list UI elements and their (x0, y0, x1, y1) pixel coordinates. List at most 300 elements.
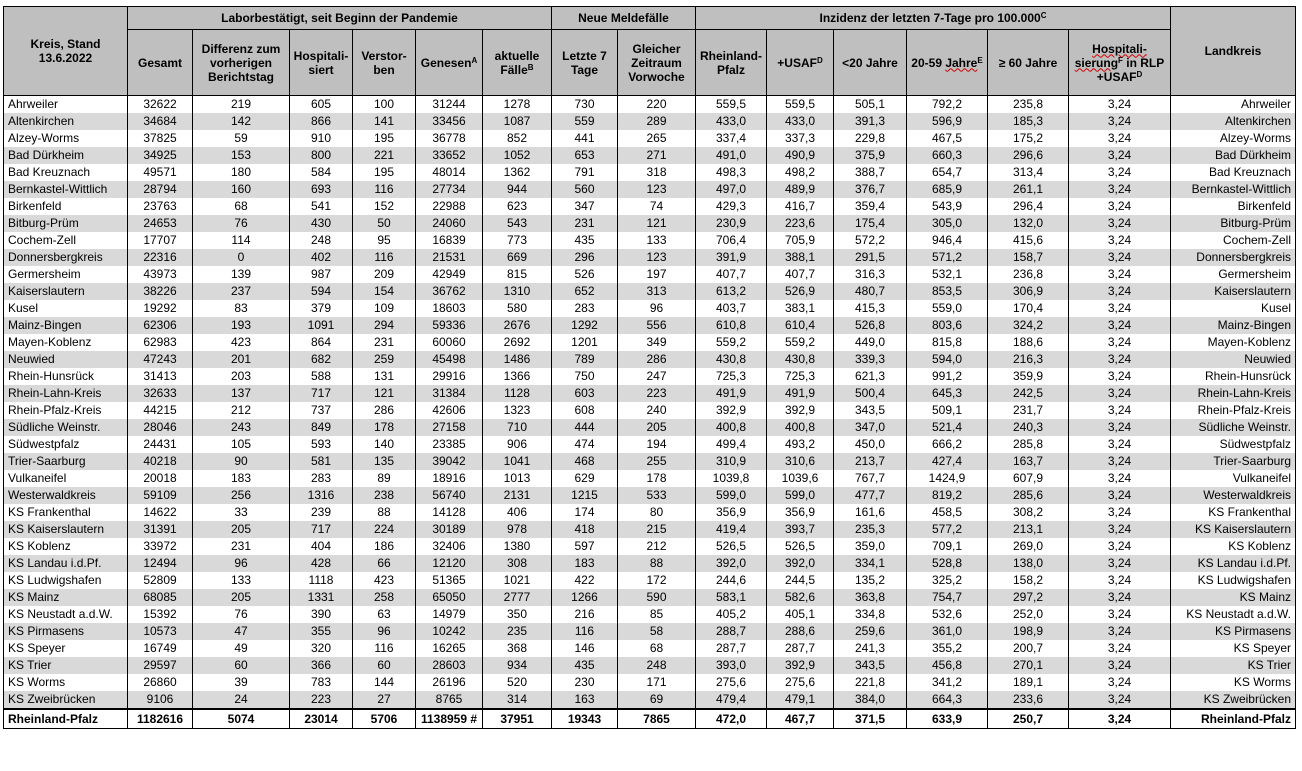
cell-inzidenz-rlp: 405,2 (696, 606, 767, 623)
cell-inzidenz-20-59: 543,9 (907, 198, 988, 215)
cell-landkreis: KS Neustadt a.d.W. (1171, 606, 1296, 623)
cell-differenz: 237 (193, 283, 290, 300)
cell-aktuelle-faelle: 1021 (483, 572, 552, 589)
cell-inzidenz-rlp: 275,6 (696, 674, 767, 691)
cell-verstorben: 221 (353, 147, 416, 164)
cell-genesen: 39042 (416, 453, 483, 470)
cell-kreis: KS Ludwigshafen (4, 572, 128, 589)
cell-differenz: 243 (193, 419, 290, 436)
cell-letzte-7-tage: 629 (552, 470, 618, 487)
cell-hospitalisiert: 223 (290, 691, 353, 709)
covid-statistics-table (3, 6, 1296, 729)
cell-differenz: 90 (193, 453, 290, 470)
cell-differenz: 105 (193, 436, 290, 453)
cell-hospitalisierung-rlp-usaf: 3,24 (1069, 453, 1171, 470)
cell-inzidenz-unter-20: 767,7 (834, 470, 907, 487)
header-label: 20-59 Jahre (911, 55, 978, 70)
cell-kreis: Rhein-Pfalz-Kreis (4, 402, 128, 419)
cell-hospitalisierung-rlp-usaf: 3,24 (1069, 504, 1171, 521)
cell-genesen: 30189 (416, 521, 483, 538)
cell-inzidenz-20-59: 458,5 (907, 504, 988, 521)
cell-hospitalisiert: 1091 (290, 317, 353, 334)
cell-inzidenz-ueber-60: 235,8 (988, 96, 1069, 114)
cell-genesen: 51365 (416, 572, 483, 589)
header-genesen (416, 30, 483, 96)
cell-kreis: Neuwied (4, 351, 128, 368)
cell-kreis: Rhein-Hunsrück (4, 368, 128, 385)
header-inzidenz-20-59 (907, 30, 988, 96)
cell-kreis: Ahrweiler (4, 96, 128, 114)
cell-kreis: Südliche Weinstr. (4, 419, 128, 436)
header-label: Rheinland-Pfalz (700, 48, 762, 77)
cell-inzidenz-20-59: 645,3 (907, 385, 988, 402)
cell-inzidenz-usaf: 223,6 (767, 215, 834, 232)
cell-verstorben: 116 (353, 640, 416, 657)
cell-letzte-7-tage: 791 (552, 164, 618, 181)
cell-kreis: KS Worms (4, 674, 128, 691)
cell-inzidenz-unter-20: 500,4 (834, 385, 907, 402)
cell-inzidenz-rlp: 497,0 (696, 181, 767, 198)
cell-gleicher-zeitraum-vorwoche: 240 (618, 402, 696, 419)
cell-verstorben: 63 (353, 606, 416, 623)
table-row (4, 266, 1296, 283)
cell-differenz: 96 (193, 555, 290, 572)
cell-inzidenz-usaf: 582,6 (767, 589, 834, 606)
cell-hospitalisiert: 1331 (290, 589, 353, 606)
cell-verstorben: 258 (353, 589, 416, 606)
cell-letzte-7-tage: 468 (552, 453, 618, 470)
table-row (4, 657, 1296, 674)
cell-inzidenz-unter-20: 339,3 (834, 351, 907, 368)
table-row (4, 691, 1296, 709)
header-label: ≥ 60 Jahre (998, 55, 1058, 70)
cell-letzte-7-tage: 116 (552, 623, 618, 640)
cell-letzte-7-tage: 1201 (552, 334, 618, 351)
cell-genesen: 29916 (416, 368, 483, 385)
header-hospitalisiert (290, 30, 353, 96)
cell-aktuelle-faelle: 623 (483, 198, 552, 215)
cell-gleicher-zeitraum-vorwoche: 58 (618, 623, 696, 640)
cell-differenz: 76 (193, 606, 290, 623)
cell-gleicher-zeitraum-vorwoche: 289 (618, 113, 696, 130)
cell-aktuelle-faelle: 1366 (483, 368, 552, 385)
cell-genesen: 42949 (416, 266, 483, 283)
cell-inzidenz-usaf: 705,9 (767, 232, 834, 249)
cell-gleicher-zeitraum-vorwoche: 556 (618, 317, 696, 334)
cell-verstorben: 116 (353, 181, 416, 198)
cell-inzidenz-20-59: 467,5 (907, 130, 988, 147)
cell-inzidenz-ueber-60: 250,7 (988, 709, 1069, 729)
cell-aktuelle-faelle: 2131 (483, 487, 552, 504)
cell-gesamt: 24431 (128, 436, 193, 453)
cell-landkreis: Mainz-Bingen (1171, 317, 1296, 334)
cell-differenz: 212 (193, 402, 290, 419)
cell-hospitalisiert: 404 (290, 538, 353, 555)
cell-genesen: 60060 (416, 334, 483, 351)
cell-kreis: KS Pirmasens (4, 623, 128, 640)
cell-inzidenz-rlp: 429,3 (696, 198, 767, 215)
cell-gleicher-zeitraum-vorwoche: 121 (618, 215, 696, 232)
header-letzte-7-tage (552, 30, 618, 96)
cell-hospitalisiert: 23014 (290, 709, 353, 729)
table-row (4, 453, 1296, 470)
cell-inzidenz-unter-20: 359,0 (834, 538, 907, 555)
cell-inzidenz-20-59: 528,8 (907, 555, 988, 572)
cell-inzidenz-unter-20: 477,7 (834, 487, 907, 504)
cell-hospitalisierung-rlp-usaf: 3,24 (1069, 249, 1171, 266)
cell-gesamt: 62983 (128, 334, 193, 351)
header-aktuelle-faelle (483, 30, 552, 96)
table-row (4, 283, 1296, 300)
cell-hospitalisierung-rlp-usaf: 3,24 (1069, 368, 1171, 385)
cell-aktuelle-faelle: 978 (483, 521, 552, 538)
cell-verstorben: 195 (353, 130, 416, 147)
cell-inzidenz-unter-20: 334,8 (834, 606, 907, 623)
cell-inzidenz-ueber-60: 308,2 (988, 504, 1069, 521)
cell-inzidenz-usaf: 489,9 (767, 181, 834, 198)
cell-inzidenz-unter-20: 229,8 (834, 130, 907, 147)
cell-kreis: Kusel (4, 300, 128, 317)
cell-gleicher-zeitraum-vorwoche: 88 (618, 555, 696, 572)
cell-differenz: 114 (193, 232, 290, 249)
cell-letzte-7-tage: 603 (552, 385, 618, 402)
cell-inzidenz-20-59: 946,4 (907, 232, 988, 249)
cell-differenz: 180 (193, 164, 290, 181)
cell-gleicher-zeitraum-vorwoche: 313 (618, 283, 696, 300)
cell-gesamt: 52809 (128, 572, 193, 589)
cell-inzidenz-20-59: 325,2 (907, 572, 988, 589)
cell-inzidenz-usaf: 288,6 (767, 623, 834, 640)
cell-hospitalisiert: 1316 (290, 487, 353, 504)
cell-hospitalisierung-rlp-usaf: 3,24 (1069, 674, 1171, 691)
cell-hospitalisiert: 717 (290, 385, 353, 402)
cell-letzte-7-tage: 608 (552, 402, 618, 419)
header-group-inzidenz (696, 7, 1171, 30)
table-row (4, 419, 1296, 436)
footnote-marker: F (1118, 55, 1123, 65)
cell-hospitalisiert: 605 (290, 96, 353, 114)
cell-inzidenz-rlp: 491,0 (696, 147, 767, 164)
cell-letzte-7-tage: 216 (552, 606, 618, 623)
cell-inzidenz-unter-20: 391,3 (834, 113, 907, 130)
cell-gesamt: 34925 (128, 147, 193, 164)
cell-inzidenz-usaf: 1039,6 (767, 470, 834, 487)
cell-inzidenz-20-59: 709,1 (907, 538, 988, 555)
cell-kreis: Trier-Saarburg (4, 453, 128, 470)
cell-hospitalisiert: 910 (290, 130, 353, 147)
cell-inzidenz-usaf: 356,9 (767, 504, 834, 521)
cell-kreis: Vulkaneifel (4, 470, 128, 487)
cell-verstorben: 144 (353, 674, 416, 691)
cell-landkreis: Ahrweiler (1171, 96, 1296, 114)
cell-kreis: Germersheim (4, 266, 128, 283)
cell-inzidenz-ueber-60: 170,4 (988, 300, 1069, 317)
cell-letzte-7-tage: 653 (552, 147, 618, 164)
cell-inzidenz-unter-20: 241,3 (834, 640, 907, 657)
table-row (4, 623, 1296, 640)
cell-kreis: Bad Dürkheim (4, 147, 128, 164)
cell-verstorben: 195 (353, 164, 416, 181)
cell-aktuelle-faelle: 1380 (483, 538, 552, 555)
cell-verstorben: 27 (353, 691, 416, 709)
cell-inzidenz-usaf: 467,7 (767, 709, 834, 729)
cell-landkreis: KS Ludwigshafen (1171, 572, 1296, 589)
header-group-inzidenz-label: Inzidenz der letzten 7-Tage pro 100.000 (819, 11, 1041, 25)
cell-aktuelle-faelle: 308 (483, 555, 552, 572)
cell-gesamt: 59109 (128, 487, 193, 504)
header-label: Verstor-ben (361, 48, 407, 77)
cell-gleicher-zeitraum-vorwoche: 349 (618, 334, 696, 351)
table-row (4, 504, 1296, 521)
cell-inzidenz-unter-20: 316,3 (834, 266, 907, 283)
cell-landkreis: Neuwied (1171, 351, 1296, 368)
cell-inzidenz-20-59: 803,6 (907, 317, 988, 334)
cell-inzidenz-20-59: 594,0 (907, 351, 988, 368)
cell-letzte-7-tage: 789 (552, 351, 618, 368)
cell-landkreis: Rhein-Hunsrück (1171, 368, 1296, 385)
cell-aktuelle-faelle: 1041 (483, 453, 552, 470)
cell-gleicher-zeitraum-vorwoche: 197 (618, 266, 696, 283)
cell-letzte-7-tage: 474 (552, 436, 618, 453)
cell-landkreis: Birkenfeld (1171, 198, 1296, 215)
footnote-marker: E (977, 55, 983, 65)
cell-hospitalisierung-rlp-usaf: 3,24 (1069, 436, 1171, 453)
cell-gesamt: 1182616 (128, 709, 193, 729)
cell-inzidenz-20-59: 853,5 (907, 283, 988, 300)
cell-inzidenz-usaf: 388,1 (767, 249, 834, 266)
cell-differenz: 183 (193, 470, 290, 487)
cell-inzidenz-rlp: 430,8 (696, 351, 767, 368)
cell-inzidenz-ueber-60: 324,2 (988, 317, 1069, 334)
cell-inzidenz-usaf: 493,2 (767, 436, 834, 453)
cell-hospitalisiert: 320 (290, 640, 353, 657)
cell-inzidenz-usaf: 559,5 (767, 96, 834, 114)
header-gesamt (128, 30, 193, 96)
table-row (4, 674, 1296, 691)
cell-inzidenz-usaf: 416,7 (767, 198, 834, 215)
table-row (4, 300, 1296, 317)
cell-verstorben: 152 (353, 198, 416, 215)
subheader-row (4, 30, 1296, 96)
cell-letzte-7-tage: 750 (552, 368, 618, 385)
cell-hospitalisiert: 693 (290, 181, 353, 198)
cell-landkreis: Altenkirchen (1171, 113, 1296, 130)
cell-inzidenz-unter-20: 384,0 (834, 691, 907, 709)
table-row (4, 572, 1296, 589)
cell-aktuelle-faelle: 1486 (483, 351, 552, 368)
cell-gesamt: 38226 (128, 283, 193, 300)
cell-inzidenz-rlp: 559,2 (696, 334, 767, 351)
cell-letzte-7-tage: 560 (552, 181, 618, 198)
header-group-neue-meldefaelle: Neue Meldefälle (552, 7, 696, 30)
cell-inzidenz-20-59: 355,2 (907, 640, 988, 657)
cell-letzte-7-tage: 347 (552, 198, 618, 215)
cell-inzidenz-unter-20: 388,7 (834, 164, 907, 181)
cell-inzidenz-unter-20: 621,3 (834, 368, 907, 385)
cell-hospitalisierung-rlp-usaf: 3,24 (1069, 572, 1171, 589)
table-row (4, 402, 1296, 419)
header-hospitalisierung-rlp-usaf (1069, 30, 1171, 96)
cell-differenz: 153 (193, 147, 290, 164)
cell-letzte-7-tage: 174 (552, 504, 618, 521)
cell-aktuelle-faelle: 773 (483, 232, 552, 249)
cell-hospitalisierung-rlp-usaf: 3,24 (1069, 657, 1171, 674)
cell-differenz: 219 (193, 96, 290, 114)
table-row (4, 164, 1296, 181)
cell-gleicher-zeitraum-vorwoche: 286 (618, 351, 696, 368)
cell-inzidenz-usaf: 275,6 (767, 674, 834, 691)
cell-aktuelle-faelle: 944 (483, 181, 552, 198)
footnote-marker: D (816, 55, 823, 65)
cell-inzidenz-unter-20: 221,8 (834, 674, 907, 691)
cell-kreis: Cochem-Zell (4, 232, 128, 249)
cell-hospitalisiert: 283 (290, 470, 353, 487)
cell-verstorben: 66 (353, 555, 416, 572)
cell-differenz: 33 (193, 504, 290, 521)
cell-inzidenz-ueber-60: 359,9 (988, 368, 1069, 385)
cell-verstorben: 109 (353, 300, 416, 317)
cell-gleicher-zeitraum-vorwoche: 248 (618, 657, 696, 674)
cell-inzidenz-usaf: 725,3 (767, 368, 834, 385)
cell-gesamt: 10573 (128, 623, 193, 640)
cell-gleicher-zeitraum-vorwoche: 212 (618, 538, 696, 555)
cell-letzte-7-tage: 1215 (552, 487, 618, 504)
cell-letzte-7-tage: 422 (552, 572, 618, 589)
cell-inzidenz-usaf: 430,8 (767, 351, 834, 368)
cell-verstorben: 60 (353, 657, 416, 674)
cell-gleicher-zeitraum-vorwoche: 178 (618, 470, 696, 487)
cell-inzidenz-unter-20: 415,3 (834, 300, 907, 317)
cell-inzidenz-usaf: 526,5 (767, 538, 834, 555)
cell-inzidenz-ueber-60: 175,2 (988, 130, 1069, 147)
cell-inzidenz-unter-20: 450,0 (834, 436, 907, 453)
cell-verstorben: 178 (353, 419, 416, 436)
cell-inzidenz-unter-20: 359,4 (834, 198, 907, 215)
cell-inzidenz-20-59: 685,9 (907, 181, 988, 198)
cell-differenz: 24 (193, 691, 290, 709)
cell-inzidenz-rlp: 491,9 (696, 385, 767, 402)
cell-inzidenz-rlp: 403,7 (696, 300, 767, 317)
table-row (4, 130, 1296, 147)
cell-kreis: Birkenfeld (4, 198, 128, 215)
cell-landkreis: Alzey-Worms (1171, 130, 1296, 147)
cell-aktuelle-faelle: 1278 (483, 96, 552, 114)
cell-landkreis: KS Speyer (1171, 640, 1296, 657)
cell-genesen: 10242 (416, 623, 483, 640)
cell-inzidenz-20-59: 815,8 (907, 334, 988, 351)
cell-verstorben: 131 (353, 368, 416, 385)
cell-hospitalisiert: 737 (290, 402, 353, 419)
cell-verstorben: 50 (353, 215, 416, 232)
cell-genesen: 33652 (416, 147, 483, 164)
cell-aktuelle-faelle: 406 (483, 504, 552, 521)
cell-landkreis: KS Trier (1171, 657, 1296, 674)
header-inzidenz-rlp (696, 30, 767, 96)
cell-inzidenz-20-59: 305,0 (907, 215, 988, 232)
table-row (4, 368, 1296, 385)
cell-inzidenz-ueber-60: 269,0 (988, 538, 1069, 555)
header-label: Hospitali-siert (293, 48, 349, 77)
cell-hospitalisierung-rlp-usaf: 3,24 (1069, 487, 1171, 504)
cell-inzidenz-rlp: 498,3 (696, 164, 767, 181)
cell-inzidenz-usaf: 244,5 (767, 572, 834, 589)
cell-inzidenz-unter-20: 505,1 (834, 96, 907, 114)
cell-hospitalisierung-rlp-usaf: 3,24 (1069, 283, 1171, 300)
cell-gleicher-zeitraum-vorwoche: 255 (618, 453, 696, 470)
cell-differenz: 0 (193, 249, 290, 266)
cell-genesen: 36778 (416, 130, 483, 147)
cell-inzidenz-20-59: 571,2 (907, 249, 988, 266)
cell-differenz: 142 (193, 113, 290, 130)
cell-inzidenz-20-59: 532,1 (907, 266, 988, 283)
cell-gleicher-zeitraum-vorwoche: 194 (618, 436, 696, 453)
cell-aktuelle-faelle: 2676 (483, 317, 552, 334)
cell-kreis: Bernkastel-Wittlich (4, 181, 128, 198)
cell-inzidenz-unter-20: 572,2 (834, 232, 907, 249)
cell-letzte-7-tage: 435 (552, 657, 618, 674)
cell-differenz: 39 (193, 674, 290, 691)
cell-inzidenz-ueber-60: 163,7 (988, 453, 1069, 470)
cell-gleicher-zeitraum-vorwoche: 85 (618, 606, 696, 623)
cell-inzidenz-rlp: 725,3 (696, 368, 767, 385)
cell-aktuelle-faelle: 1087 (483, 113, 552, 130)
cell-gesamt: 19292 (128, 300, 193, 317)
cell-inzidenz-ueber-60: 198,9 (988, 623, 1069, 640)
cell-inzidenz-usaf: 491,9 (767, 385, 834, 402)
cell-gleicher-zeitraum-vorwoche: 133 (618, 232, 696, 249)
table-row (4, 232, 1296, 249)
cell-landkreis: KS Koblenz (1171, 538, 1296, 555)
cell-gleicher-zeitraum-vorwoche: 123 (618, 249, 696, 266)
cell-letzte-7-tage: 418 (552, 521, 618, 538)
cell-letzte-7-tage: 231 (552, 215, 618, 232)
cell-landkreis: Trier-Saarburg (1171, 453, 1296, 470)
cell-hospitalisiert: 682 (290, 351, 353, 368)
cell-genesen: 59336 (416, 317, 483, 334)
header-inzidenz-ueber-60 (988, 30, 1069, 96)
header-label: <20 Jahre (842, 55, 898, 70)
cell-inzidenz-rlp: 244,6 (696, 572, 767, 589)
table-row (4, 538, 1296, 555)
cell-differenz: 5074 (193, 709, 290, 729)
cell-hospitalisierung-rlp-usaf: 3,24 (1069, 164, 1171, 181)
cell-landkreis: Germersheim (1171, 266, 1296, 283)
cell-gesamt: 28046 (128, 419, 193, 436)
cell-genesen: 56740 (416, 487, 483, 504)
cell-inzidenz-rlp: 392,0 (696, 555, 767, 572)
header-kreis: Kreis, Stand 13.6.2022 (4, 7, 128, 96)
cell-letzte-7-tage: 163 (552, 691, 618, 709)
cell-landkreis: Mayen-Koblenz (1171, 334, 1296, 351)
cell-kreis: Kaiserslautern (4, 283, 128, 300)
cell-hospitalisierung-rlp-usaf: 3,24 (1069, 232, 1171, 249)
cell-inzidenz-ueber-60: 242,5 (988, 385, 1069, 402)
cell-gesamt: 40218 (128, 453, 193, 470)
cell-inzidenz-usaf: 393,7 (767, 521, 834, 538)
cell-gleicher-zeitraum-vorwoche: 123 (618, 181, 696, 198)
cell-landkreis: Rhein-Lahn-Kreis (1171, 385, 1296, 402)
cell-hospitalisiert: 588 (290, 368, 353, 385)
cell-gesamt: 31391 (128, 521, 193, 538)
cell-inzidenz-unter-20: 343,5 (834, 657, 907, 674)
cell-landkreis: Rheinland-Pfalz (1171, 709, 1296, 729)
cell-inzidenz-rlp: 583,1 (696, 589, 767, 606)
cell-inzidenz-20-59: 559,0 (907, 300, 988, 317)
cell-differenz: 76 (193, 215, 290, 232)
cell-inzidenz-20-59: 991,2 (907, 368, 988, 385)
cell-inzidenz-ueber-60: 270,1 (988, 657, 1069, 674)
cell-verstorben: 140 (353, 436, 416, 453)
